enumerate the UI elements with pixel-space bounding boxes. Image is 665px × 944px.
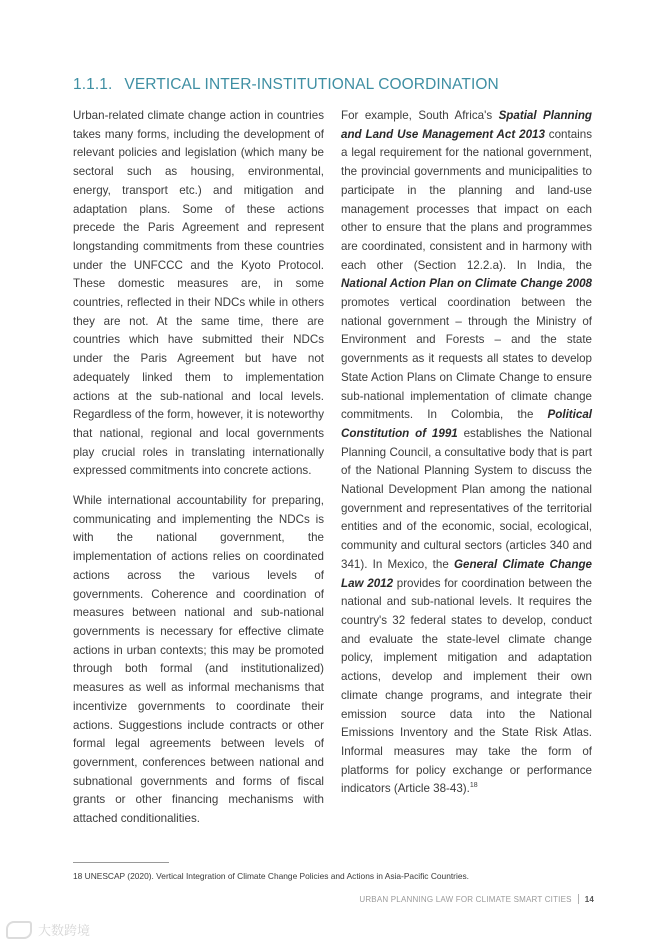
law-title-sa: Spatial Planning and Land Use Management Act 2013 (341, 109, 593, 141)
watermark (6, 920, 90, 939)
page-footer (359, 894, 594, 904)
left-column (73, 107, 324, 840)
watermark-logo-icon (6, 921, 32, 939)
paragraph (341, 107, 592, 799)
footnote-reference[interactable]: 18 (469, 782, 478, 790)
law-title-india: National Action Plan on Climate Change 2008 (341, 277, 592, 291)
footer-separator (578, 894, 579, 904)
text-segment: contains a legal requirement for the national government, the provincial governments and municipalities to participate in the planning and land-use management processes that impact on each other to ensure that the plans and programmes are coordinated, consistent and in harmony with each other (Section 12.2.a). In India, the (341, 127, 592, 272)
text-segment: For example, South Africa's (341, 109, 499, 122)
section-heading (73, 76, 499, 94)
paragraph: Urban-related climate change action in countries takes many forms, including the development of relevant policies and legislation (which many be sectoral such as housing, environmental, energy, transport etc.) and mitigation and adaptation plans. Some of these actions precede the Paris Agreement and represent longstanding commitments from these countries under the UNFCCC and the Kyoto Protocol. These domestic measures are, in some countries, reflected in their NDCs while in others they are not. At the same time, there are countries which have submitted their NDCs under the Paris Agreement but have not adequately linked them to implementation actions at the sub-national and local levels. Regardless of the form, however, it is noteworthy that national, regional and local governments play crucial roles in translating internationally expressed commitments into concrete actions. (73, 109, 324, 478)
text-segment: provides for coordination between the national and sub-national levels. It requires the country's 32 federal states to develop, conduct and evaluate the state-level climate change policy, implement mitigation and adaptation actions, develop and implement their own climate change programs, and integrate their emission source data into the National Emissions Inventory and the State Risk Atlas. Informal measures may take the form of platforms for policy exchange or performance indicators (Article 38-43). (341, 576, 593, 796)
law-title-colombia: Political Constitution of 1991 (341, 408, 592, 440)
right-column (341, 107, 592, 810)
running-title: URBAN PLANNING LAW FOR CLIMATE SMART CITIES (359, 894, 572, 904)
text-segment: establishes the National Planning Council, a consultative body that is part of the National Planning System to discuss the National Development Plan among the national government and representatives of the territorial entities and of the economic, social, ecological, community and cultural sectors (articles 340 and 341). In Mexico, the (341, 426, 592, 571)
watermark-text: 大数跨境 (38, 923, 91, 938)
law-title-mexico: General Climate Change Law 2012 (341, 557, 592, 590)
text-segment: promotes vertical coordination between the national government – through the Ministry of Environment and Forests – and the state governments as it requests all states to develop State Action Plans on Climate Change to ensure sub-national implementation of climate change commitments. In Colombia, the (341, 296, 592, 422)
page-number: 14 (584, 894, 594, 904)
section-title: VERTICAL INTER-INSTITUTIONAL COORDINATION (124, 76, 499, 93)
section-number: 1.1.1. (73, 76, 113, 93)
footnote: 18 UNESCAP (2020). Vertical Integration of Climate Change Policies and Actions in Asia-Pacific Countries. (73, 871, 469, 881)
paragraph: While international accountability for preparing, communicating and implementing the NDCs is with the national government, the implementation of actions relies on coordinated actions across the various levels of governments. Coherence and coordination of measures between national and sub-national governments is necessary for effective climate actions in urban contexts; this may be promoted through both formal (and institutionalized) measures as well as informal mechanisms that incentivize governments to coordinate their actions. Suggestions include contracts or other formal legal agreements between levels of government, conferences between national and subnational governments and forms of fiscal grants or other financing mechanisms with attached conditionalities. (73, 494, 324, 826)
footnote-divider (73, 862, 169, 863)
